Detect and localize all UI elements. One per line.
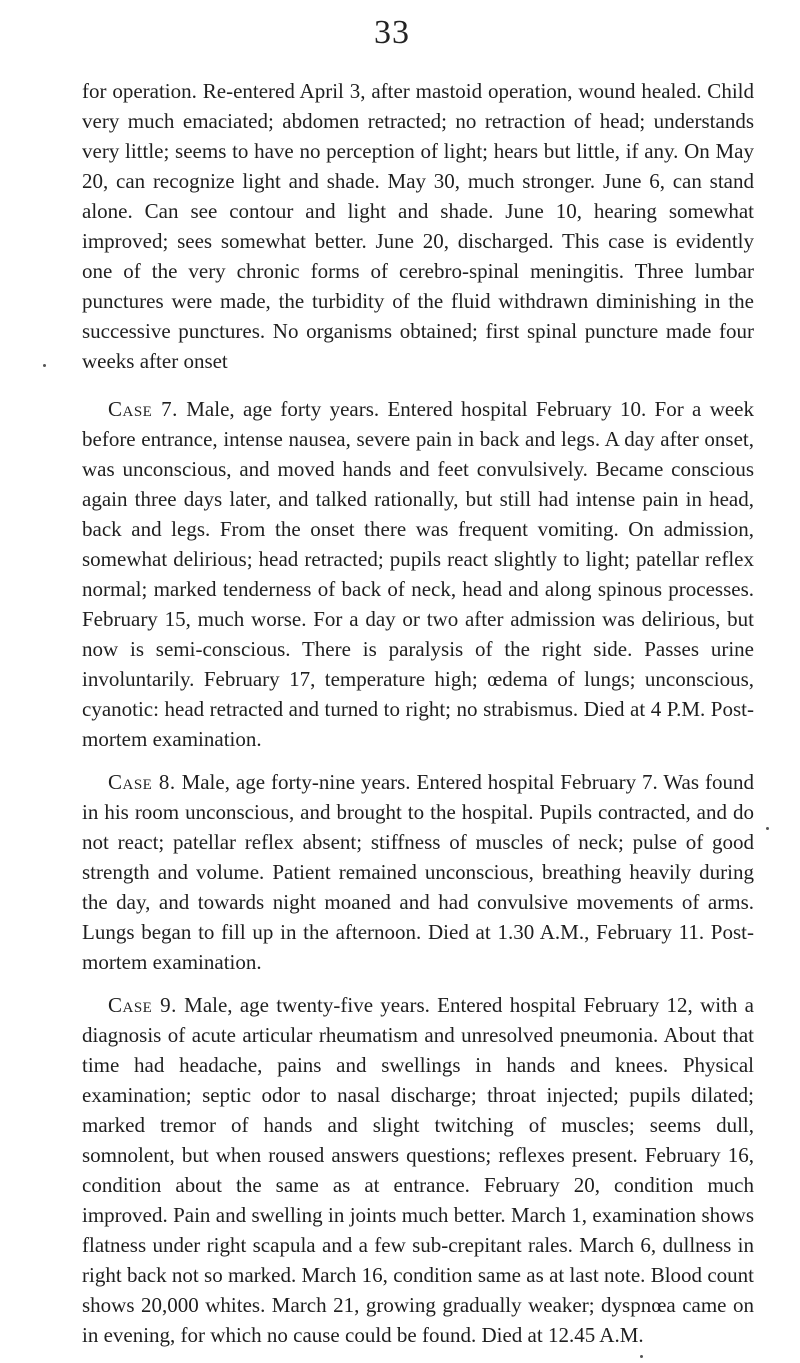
case-label: Case 9. (108, 993, 177, 1017)
paragraph-case-8 (82, 767, 754, 977)
paragraph-case-7 (82, 394, 754, 754)
paragraph-continuation (82, 76, 754, 376)
paragraph-text: Male, age forty-nine years. Entered hospital February 7. Was found in his room unconscious, and brought to the hospital. Pupils contracted, and do not react; patellar reflex absent; stiffness of muscles of neck; pulse of good strength and volume. Patient remained unconscious, breathing heavily during the day, and towards night moaned and had convulsive movements of arms. Lungs began to fill up in the afternoon. Died at 1.30 A.M., February 11. Post-mortem examination. (82, 770, 754, 974)
case-label: Case 8. (108, 770, 176, 794)
paragraph-text: Male, age twenty-five years. Entered hospital February 12, with a diagnosis of acute articular rheumatism and unresolved pneumonia. About that time had headache, pains and swellings in hands and knees. Physical examination; septic odor to nasal discharge; throat injected; pupils dilated; marked tremor of hands and slight twitching of muscles; seems dull, somnolent, but when roused answers questions; reflexes present. February 16, condition about the same as at entrance. February 20, condition much improved. Pain and swelling in joints much better. March 1, examination shows flatness under right scapula and a few sub-crepitant rales. March 6, dullness in right back not so marked. March 16, condition same as at last note. Blood count shows 20,000 whites. March 21, growing gradually weaker; dyspnœa came on in evening, for which no cause could be found. Died at 12.45 A.M. (82, 993, 754, 1347)
paragraph-text: Male, age forty years. Entered hospital February 10. For a week before entrance, intense nausea, severe pain in back and legs. A day after onset, was unconscious, and moved hands and feet convulsively. Became conscious again three days later, and talked rationally, but still had intense pain in head, back and legs. From the onset there was frequent vomiting. On admission, somewhat delirious; head retracted; pupils react slightly to light; patellar reflex normal; marked tenderness of back of neck, head and along spinous processes. February 15, much worse. For a day or two after admission was delirious, but now is semi-conscious. There is paralysis of the right side. Passes urine involuntarily. February 17, temperature high; œdema of lungs; unconscious, cyanotic: head retracted and turned to right; no strabismus. Died at 4 P.M. Post-mortem examination. (82, 397, 754, 751)
page-number: 33 (374, 14, 410, 51)
case-label: Case 7. (108, 397, 178, 421)
ink-speck (766, 827, 769, 830)
paragraph-case-9 (82, 990, 754, 1350)
body-text (82, 76, 754, 1363)
ink-speck (43, 364, 46, 367)
ink-speck (640, 1355, 643, 1358)
paragraph-text: for operation. Re-entered April 3, after mastoid operation, wound healed. Child very much emaciated; abdomen retracted; no retraction of head; understands very little; seems to have no perception of light; hears but little, if any. On May 20, can recognize light and shade. May 30, much stronger. June 6, can stand alone. Can see contour and light and shade. June 10, hearing somewhat improved; sees somewhat better. June 20, discharged. This case is evidently one of the very chronic forms of cerebro-spinal meningitis. Three lumbar punctures were made, the turbidity of the fluid withdrawn diminishing in the successive punctures. No organisms obtained; first spinal puncture made four weeks after onset (82, 79, 754, 373)
